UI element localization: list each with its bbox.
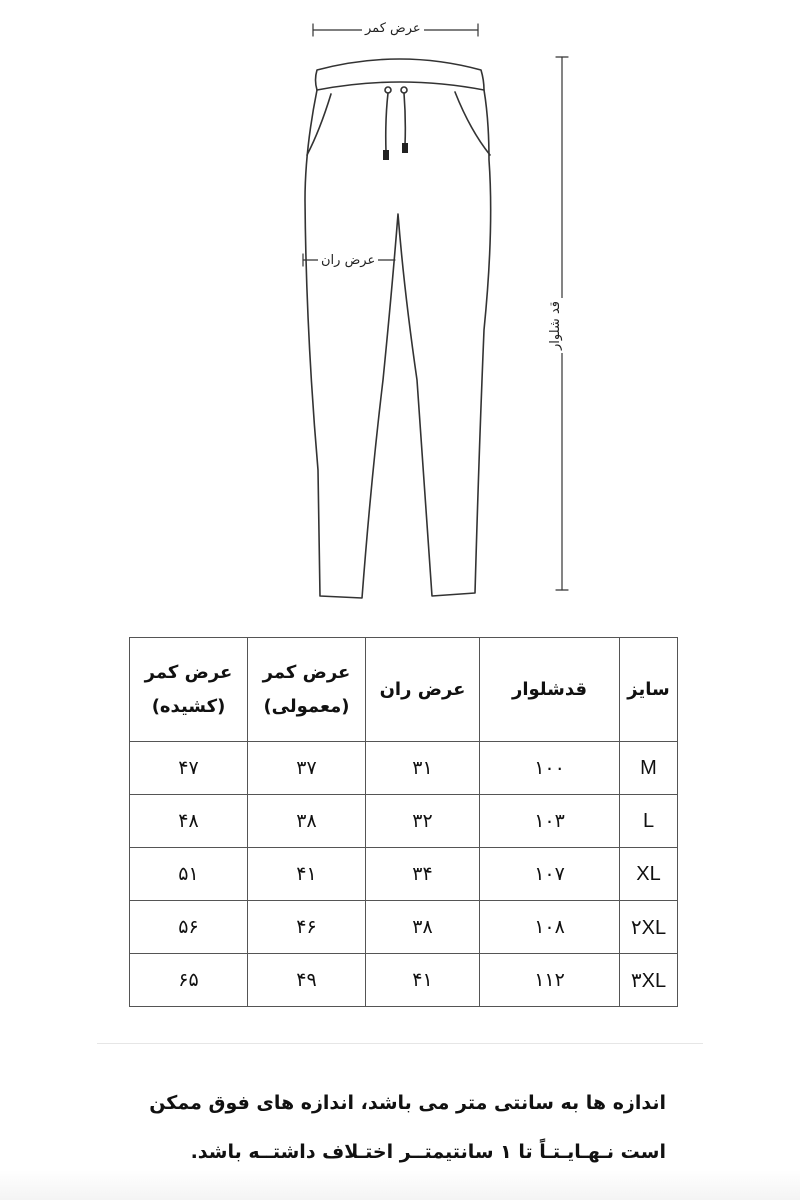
cell-waist-stretched: ۶۵ [130, 954, 248, 1007]
size-chart-table [129, 637, 678, 1007]
thigh-width-label: عرض ران [318, 253, 378, 268]
header-size: سایز [620, 638, 678, 742]
cell-waist-stretched: ۵۱ [130, 848, 248, 901]
right-pocket-line [455, 92, 490, 155]
cell-thigh: ۴۱ [366, 954, 480, 1007]
cell-waist-stretched: ۴۷ [130, 742, 248, 795]
drawstring-right [404, 93, 405, 145]
cell-size: ۳XL [620, 954, 678, 1007]
table-header-row [130, 638, 678, 742]
header-length: قدشلوار [480, 638, 620, 742]
waistband-shape [316, 59, 485, 90]
cell-waist-regular: ۴۱ [248, 848, 366, 901]
cell-thigh: ۳۲ [366, 795, 480, 848]
cell-thigh: ۳۱ [366, 742, 480, 795]
table-row [130, 795, 678, 848]
cell-waist-stretched: ۴۸ [130, 795, 248, 848]
table-row [130, 901, 678, 954]
waist-width-label: عرض کمر [362, 21, 424, 36]
table-row [130, 742, 678, 795]
cell-size: L [620, 795, 678, 848]
section-divider [97, 1043, 703, 1044]
bottom-fade [0, 1170, 800, 1200]
header-waist-regular-line2: (معمولی) [263, 695, 350, 717]
cell-size: M [620, 742, 678, 795]
cell-length: ۱۱۲ [480, 954, 620, 1007]
cell-waist-regular: ۴۶ [248, 901, 366, 954]
cell-waist-regular: ۳۷ [248, 742, 366, 795]
header-waist-stretched [130, 638, 248, 742]
cell-waist-stretched: ۵۶ [130, 901, 248, 954]
pants-silhouette [305, 90, 491, 598]
cell-waist-regular: ۳۸ [248, 795, 366, 848]
header-waist-stretched-line2: (کشیده) [151, 695, 226, 717]
cell-thigh: ۳۴ [366, 848, 480, 901]
header-thigh: عرض ران [366, 638, 480, 742]
drawstring-left [386, 93, 388, 152]
table-row [130, 954, 678, 1007]
cell-thigh: ۳۸ [366, 901, 480, 954]
header-waist-regular [248, 638, 366, 742]
pants-length-label: قد شلوار [548, 298, 563, 353]
header-waist-stretched-line1: عرض کمر [144, 661, 233, 683]
cell-length: ۱۰۳ [480, 795, 620, 848]
measurement-note-line2: است نـهـایـتـاً تا ۱ سانتیمتــر اختـلاف داشتــه باشد. [190, 1141, 666, 1163]
cell-length: ۱۰۷ [480, 848, 620, 901]
header-waist-regular-line1: عرض کمر [262, 661, 351, 683]
cell-size: ۲XL [620, 901, 678, 954]
table-row [130, 848, 678, 901]
measurement-note-line1: اندازه ها به سانتی متر می باشد، اندازه های فوق ممکن [149, 1092, 666, 1114]
cell-length: ۱۰۸ [480, 901, 620, 954]
cell-length: ۱۰۰ [480, 742, 620, 795]
cell-size: XL [620, 848, 678, 901]
cell-waist-regular: ۴۹ [248, 954, 366, 1007]
